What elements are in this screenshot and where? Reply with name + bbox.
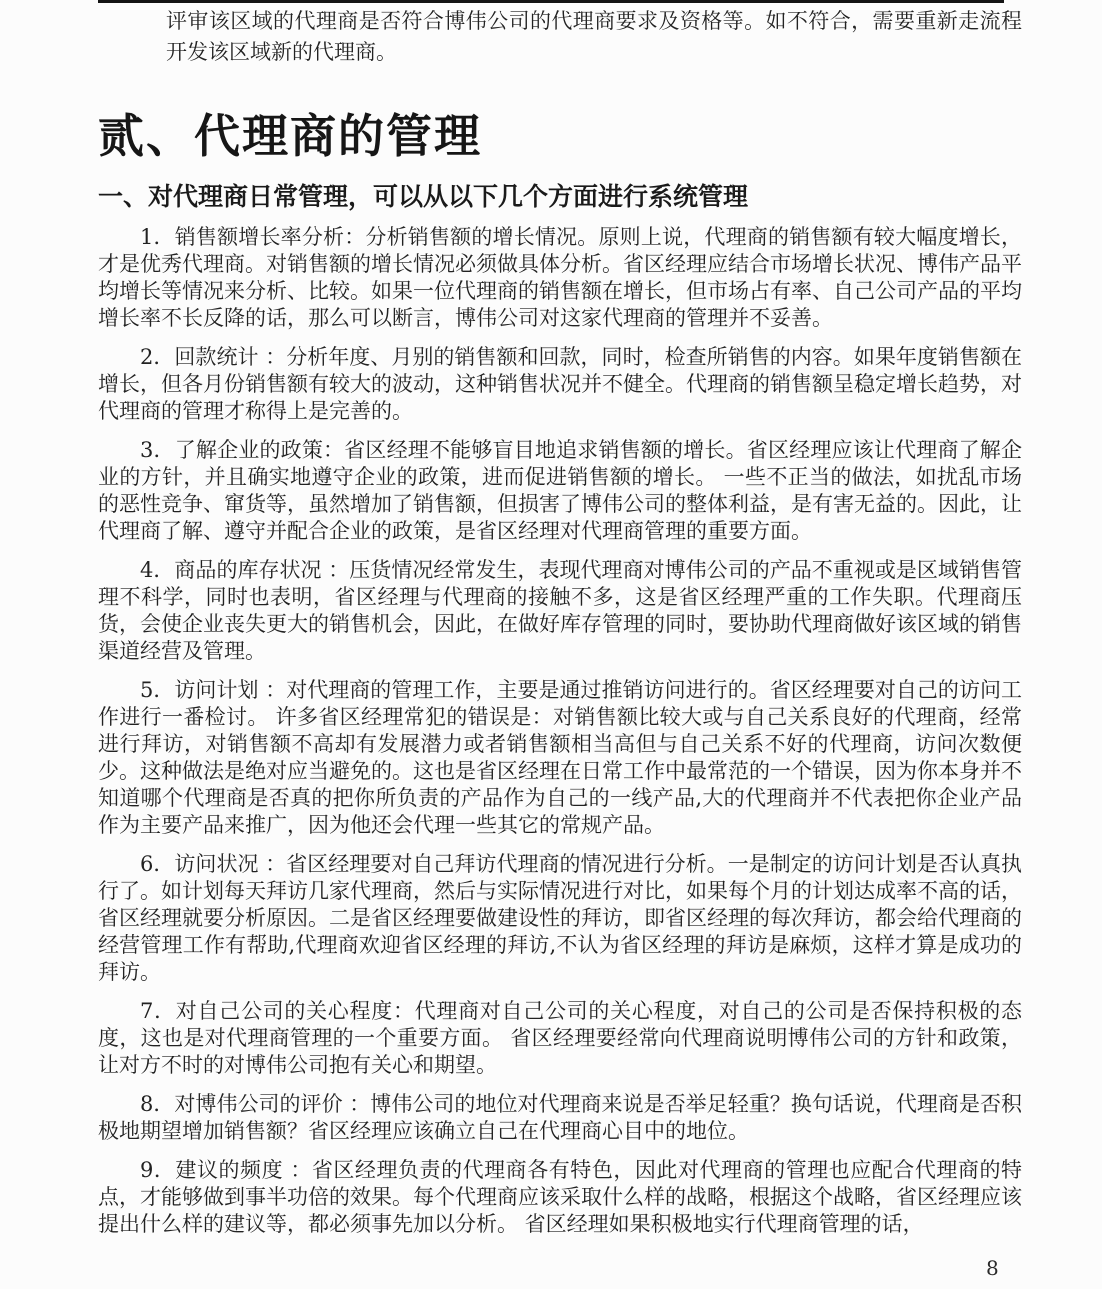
page-top-rule	[98, 0, 1004, 3]
numbered-item-9: 9．建议的频度 ：省区经理负责的代理商各有特色，因此对代理商的管理也应配合代理商的特点，才能够做到事半功倍的效果。每个代理商应该采取什么样的战略，根据这个战略，省区经理应该提出什么样的建议等，都必须事先加以分析。 省区经理如果积极地实行代理商管理的话，	[98, 1158, 1022, 1236]
continuation-paragraph: 评审该区域的代理商是否符合博伟公司的代理商要求及资格等。如不符合，需要重新走流程开发该区域新的代理商。	[166, 9, 1022, 64]
text-column	[98, 6, 1022, 1238]
numbered-item-8: 8．对博伟公司的评价 ：博伟公司的地位对代理商来说是否举足轻重？换句话说，代理商是否积极地期望增加销售额？省区经理应该确立自己在代理商心目中的地位。	[98, 1092, 1022, 1143]
numbered-item-1: 1．销售额增长率分析：分析销售额的增长情况。原则上说，代理商的销售额有较大幅度增长，才是优秀代理商。对销售额的增长情况必须做具体分析。省区经理应结合市场增长状况、博伟产品平均增长等情况来分析、比较。如果一位代理商的销售额在增长，但市场占有率、自己公司产品的平均增长率不长反降的话，那么可以断言，博伟公司对这家代理商的管理并不妥善。	[98, 225, 1022, 330]
section-heading: 贰、代理商的管理	[98, 109, 482, 163]
subsection-heading: 一、对代理商日常管理，可以从以下几个方面进行系统管理	[98, 182, 749, 211]
numbered-item-list	[98, 224, 1022, 1238]
numbered-item-5: 5．访问计划 ：对代理商的管理工作，主要是通过推销访问进行的。省区经理要对自己的访问工作进行一番检讨。 许多省区经理常犯的错误是：对销售额比较大或与自己关系良好的代理商，经常进行拜访，对销售额不高却有发展潜力或者销售额相当高但与自己关系不好的代理商，访问次数便少。这种做法是绝对应当避免的。这也是省区经理在日常工作中最常范的一个错误，因为你本身并不知道哪个代理商是否真的把你所负责的产品作为自己的一线产品,大的代理商并不代表把你企业产品作为主要产品来推广，因为他还会代理一些其它的常规产品。	[98, 678, 1022, 837]
page-number: 8	[986, 1256, 999, 1280]
numbered-item-2: 2．回款统计 ：分析年度、月别的销售额和回款，同时，检查所销售的内容。如果年度销售额在增长，但各月份销售额有较大的波动，这种销售状况并不健全。代理商的销售额呈稳定增长趋势，对代理商的管理才称得上是完善的。	[98, 345, 1022, 423]
numbered-item-4: 4．商品的库存状况 ：压货情况经常发生，表现代理商对博伟公司的产品不重视或是区域销售管理不科学，同时也表明，省区经理与代理商的接触不多，这是省区经理严重的工作失职。代理商压货，会使企业丧失更大的销售机会，因此，在做好库存管理的同时，要协助代理商做好该区域的销售渠道经营及管理。	[98, 558, 1022, 663]
numbered-item-3: 3．了解企业的政策：省区经理不能够盲目地追求销售额的增长。省区经理应该让代理商了解企业的方针，并且确实地遵守企业的政策，进而促进销售额的增长。 一些不正当的做法，如扰乱市场的恶性竞争、窜货等，虽然增加了销售额，但损害了博伟公司的整体利益，是有害无益的。因此，让代理商了解、遵守并配合企业的政策，是省区经理对代理商管理的重要方面。	[98, 438, 1022, 543]
numbered-item-7: 7．对自己公司的关心程度：代理商对自己公司的关心程度，对自己的公司是否保持积极的态度，这也是对代理商管理的一个重要方面。 省区经理要经常向代理商说明博伟公司的方针和政策，让对方不时的对博伟公司抱有关心和期望。	[98, 999, 1022, 1077]
numbered-item-6: 6．访问状况 ：省区经理要对自己拜访代理商的情况进行分析。一是制定的访问计划是否认真执行了。如计划每天拜访几家代理商，然后与实际情况进行对比，如果每个月的计划达成率不高的话，省区经理就要分析原因。二是省区经理要做建设性的拜访，即省区经理的每次拜访，都会给代理商的经营管理工作有帮助,代理商欢迎省区经理的拜访,不认为省区经理的拜访是麻烦，这样才算是成功的拜访。	[98, 852, 1022, 984]
